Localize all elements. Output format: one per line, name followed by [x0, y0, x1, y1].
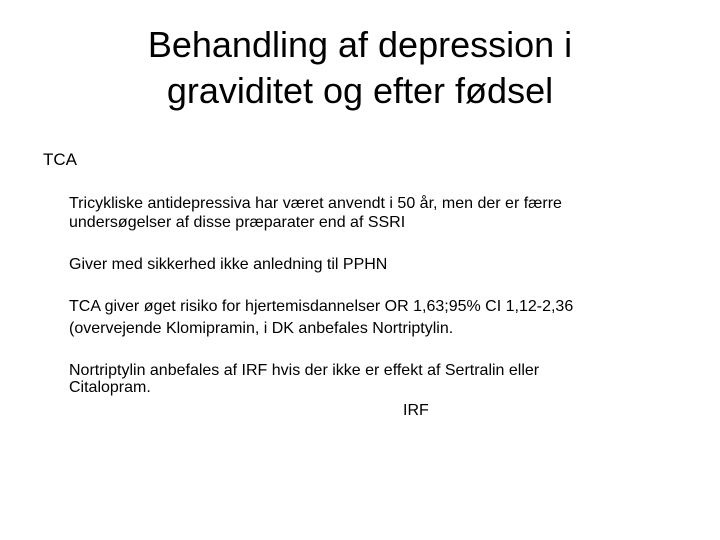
bullet-item: [69, 194, 669, 232]
slide-title: [90, 22, 630, 114]
bullet-item-line: TCA giver øget risiko for hjertemisdannelser OR 1,63;95% CI 1,12-2,36: [69, 298, 574, 315]
bullet-item: [69, 296, 669, 340]
bullet-item-line: Citalopram.: [69, 379, 151, 396]
section-heading: TCA: [43, 150, 77, 169]
bullet-item-line: undersøgelser af disse præparater end af SSRI: [69, 214, 406, 231]
bullet-item-line: Nortriptylin anbefales af IRF hvis der ikke er effekt af Sertralin eller: [69, 362, 540, 379]
bullet-item-line: Giver med sikkerhed ikke anledning til PPHN: [69, 256, 388, 273]
bullet-item: [69, 362, 669, 396]
slide-title-line-1: Behandling af depression i: [147, 24, 573, 65]
bullet-item-line: Tricykliske antidepressiva har været anvendt i 50 år, men der er færre: [69, 195, 562, 212]
slide-title-line-2: graviditet og efter fødsel: [166, 70, 554, 111]
source-label: IRF: [403, 402, 429, 419]
bullet-item: [69, 255, 669, 274]
bullet-item-line: (overvejende Klomipramin, i DK anbefales Nortriptylin.: [69, 320, 454, 337]
